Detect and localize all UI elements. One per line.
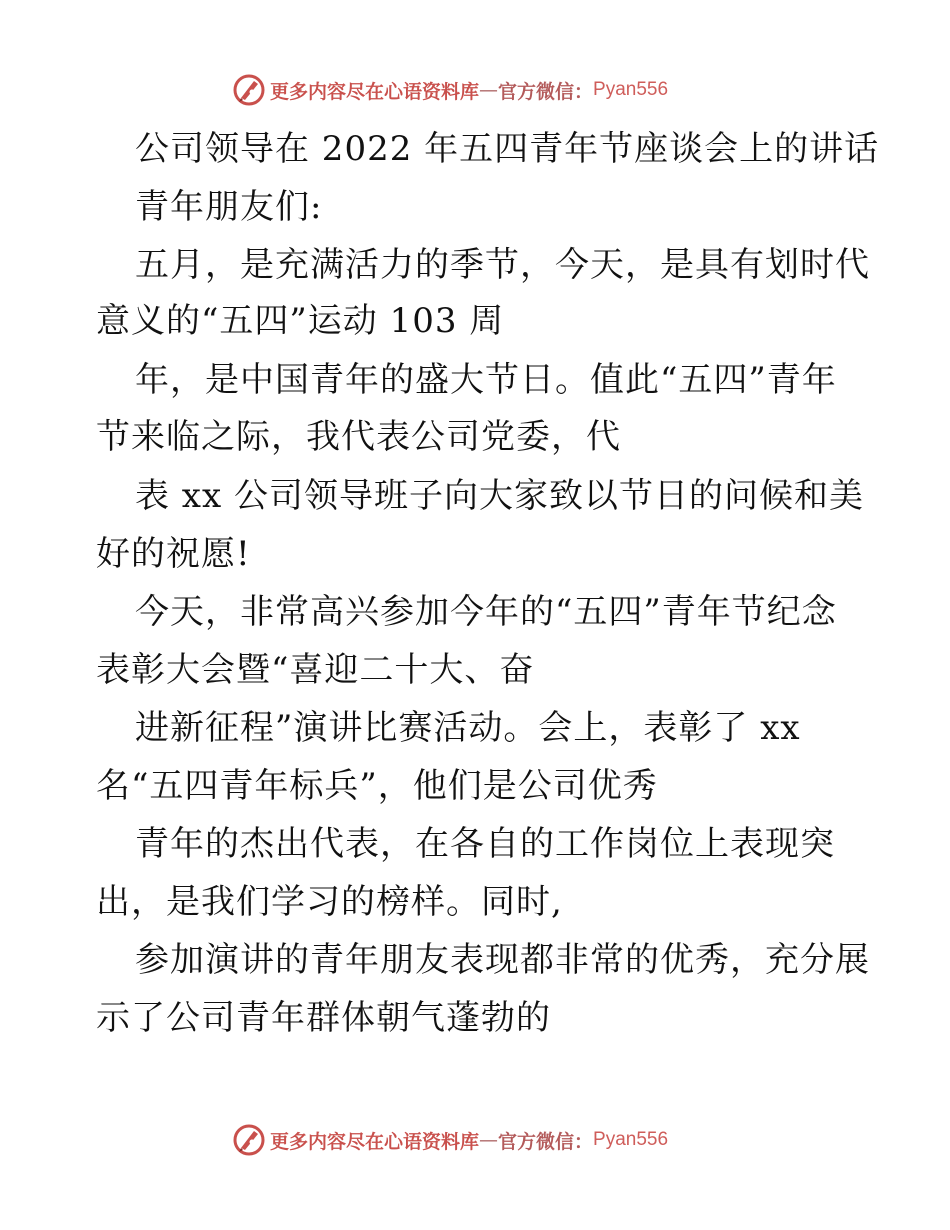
quill-logo-icon (232, 73, 266, 107)
text-line: 名“五四青年标兵”，他们是公司优秀 (96, 766, 658, 806)
text-line: 青年朋友们: (135, 187, 323, 227)
footer-watermark (232, 1122, 668, 1158)
text-line: 今天，非常高兴参加今年的“五四”青年节纪念 (135, 592, 837, 632)
header-watermark (232, 72, 668, 108)
text-line: 五月，是充满活力的季节，今天，是具有划时代 (135, 245, 870, 285)
text-line: 参加演讲的青年朋友表现都非常的优秀，充分展 (135, 940, 870, 980)
watermark-brand-text: 更多内容尽在心语资料库 (270, 80, 480, 103)
watermark-wechat-label: 官方微信： (498, 80, 594, 103)
watermark-wechat-id: Pyan556 (593, 79, 669, 100)
text-line: 年，是中国青年的盛大节日。值此“五四”青年 (135, 360, 837, 400)
watermark-separator: — (479, 1129, 499, 1151)
text-line: 表 xx 公司领导班子向大家致以节日的问候和美 (135, 476, 864, 516)
quill-logo-icon (232, 1123, 266, 1157)
text-line: 节来临之际，我代表公司党委，代 (96, 417, 621, 457)
watermark-separator: — (479, 79, 499, 101)
text-line: 表彰大会暨“喜迎二十大、奋 (96, 650, 535, 690)
text-line: 出，是我们学习的榜样。同时, (96, 882, 563, 922)
document-title: 公司领导在 2022 年五四青年节座谈会上的讲话 (135, 129, 880, 169)
text-line: 好的祝愿! (96, 534, 251, 574)
text-line: 进新征程”演讲比赛活动。会上，表彰了 xx (135, 708, 801, 748)
watermark-brand-text: 更多内容尽在心语资料库 (270, 1130, 480, 1153)
text-line: 意义的“五四”运动 103 周 (96, 301, 505, 341)
text-line: 青年的杰出代表，在各自的工作岗位上表现突 (135, 824, 835, 864)
watermark-wechat-label: 官方微信： (498, 1130, 594, 1153)
watermark-wechat-id: Pyan556 (593, 1129, 669, 1150)
text-line: 示了公司青年群体朝气蓬勃的 (96, 998, 551, 1038)
